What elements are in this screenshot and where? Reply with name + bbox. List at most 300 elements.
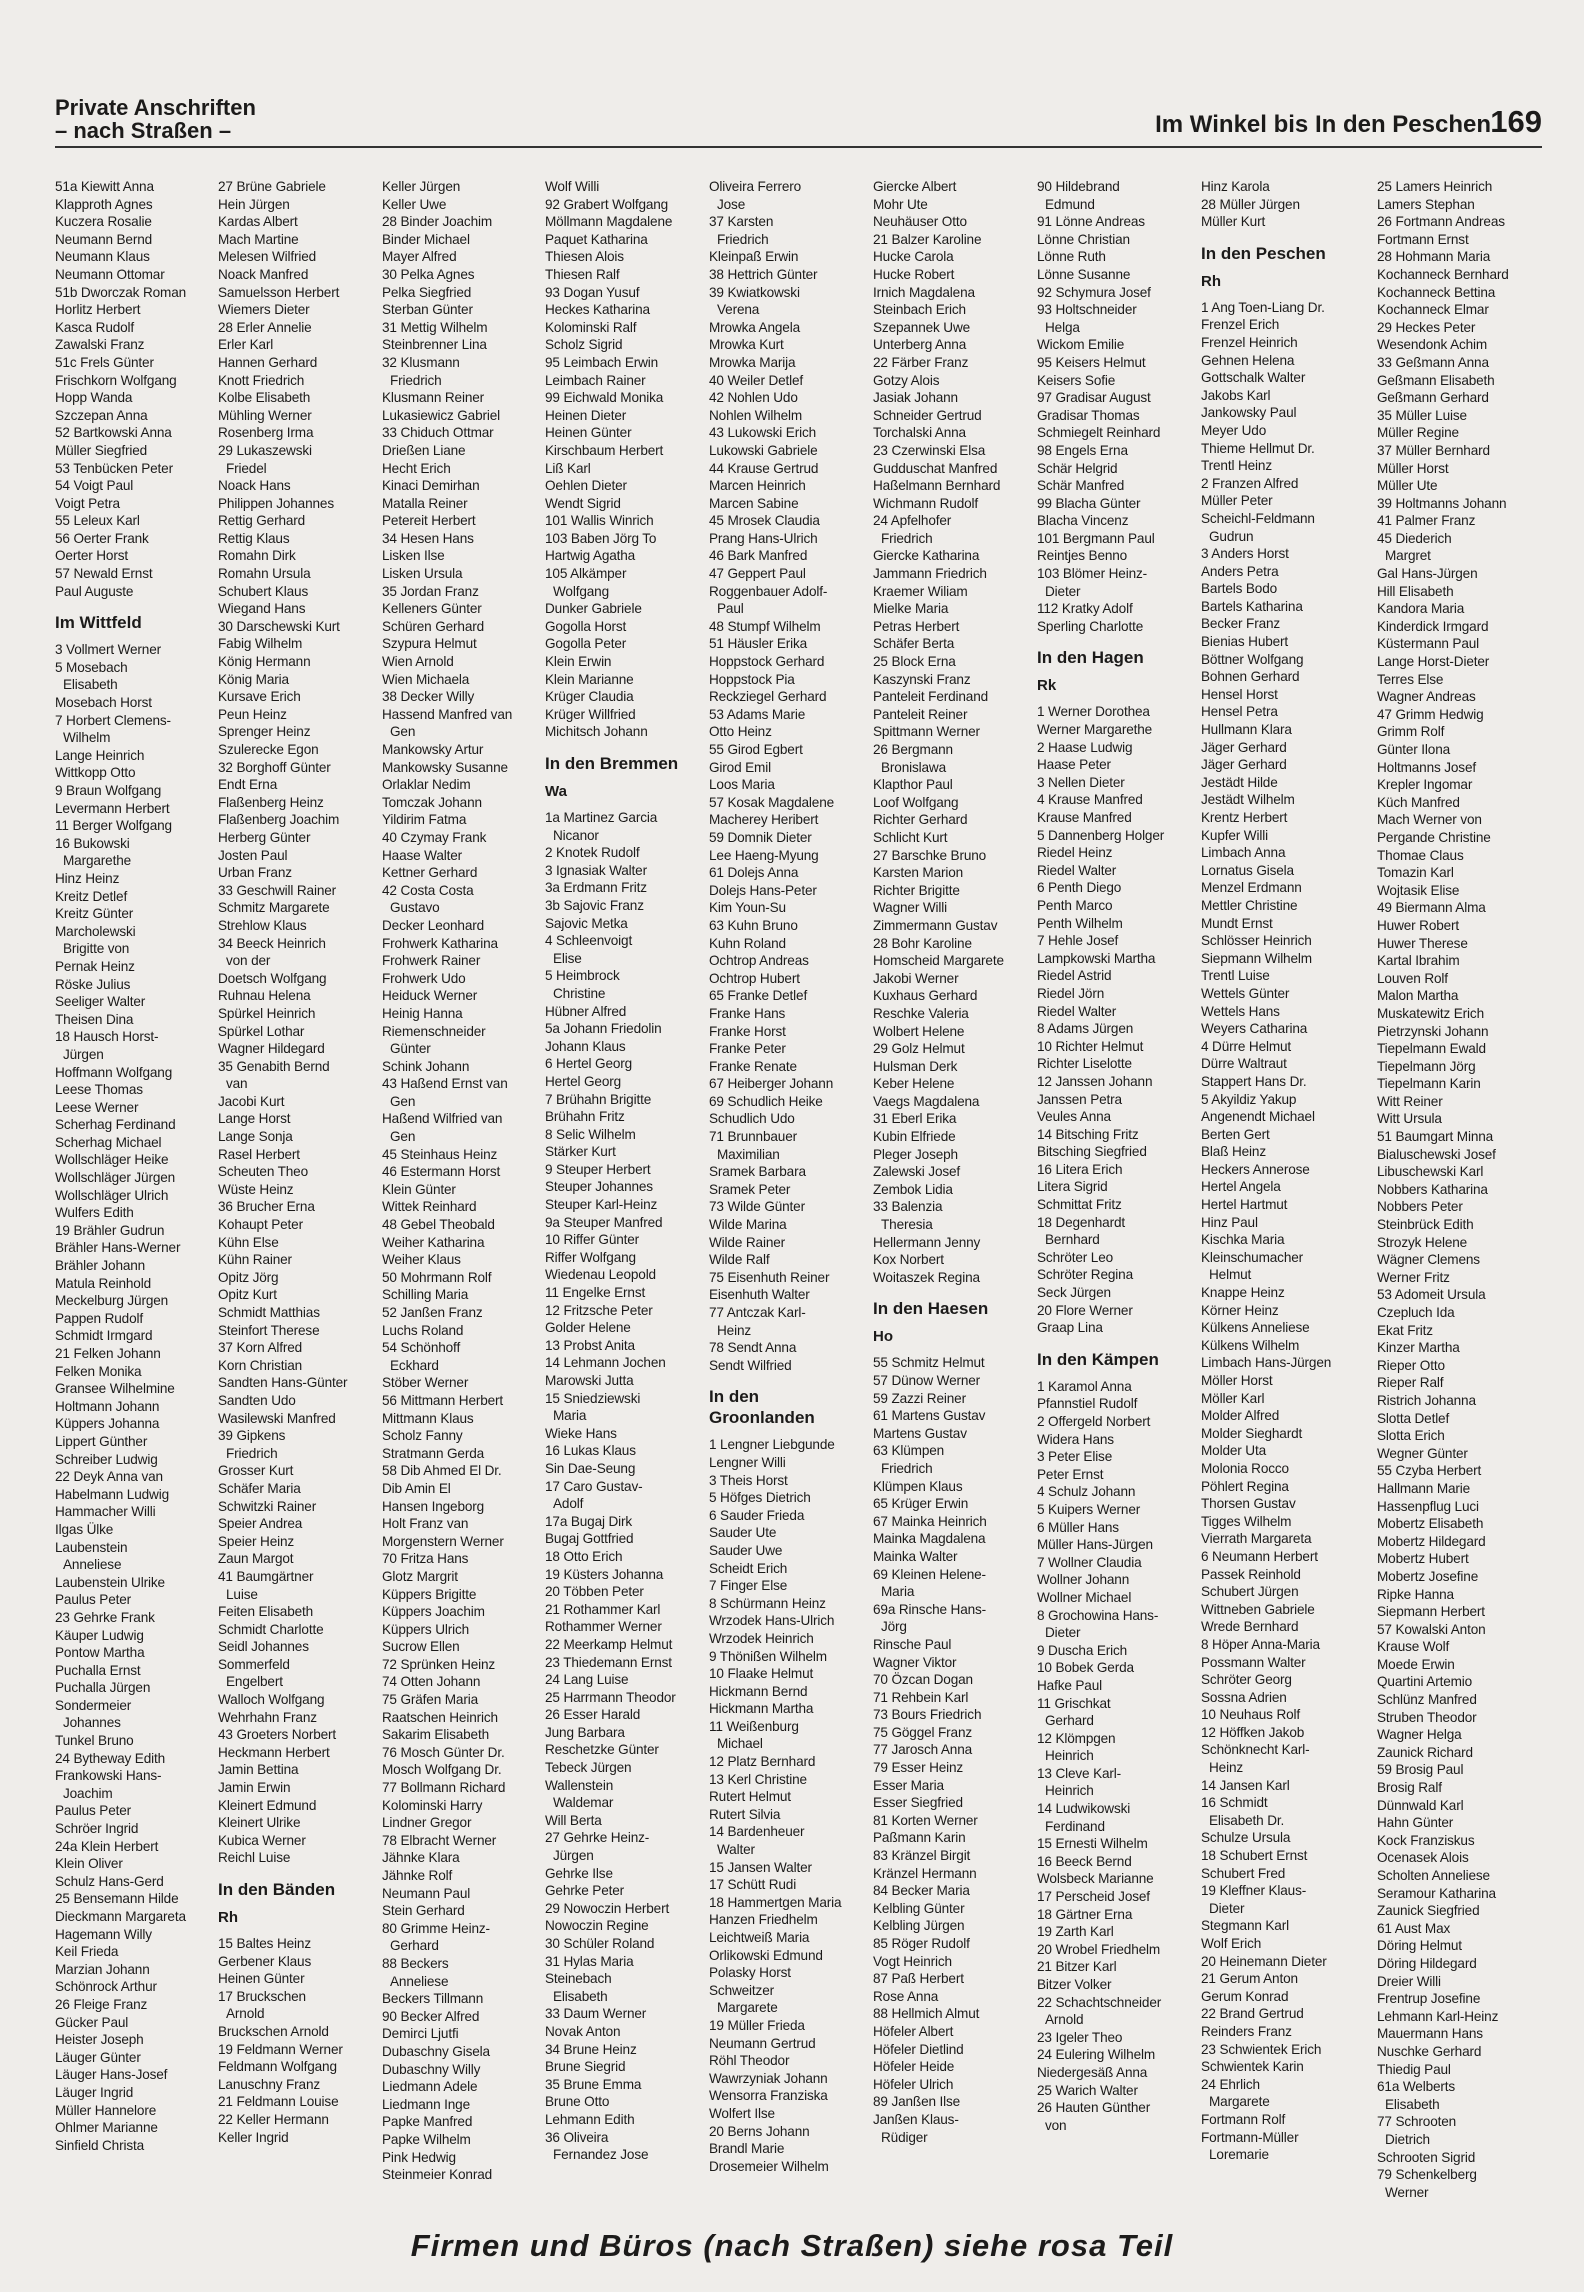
directory-entry: Heckmann Herbert: [218, 1744, 330, 1760]
directory-entry: Wagner Willi: [873, 900, 947, 916]
directory-entry: Wolf Willi: [545, 179, 600, 194]
directory-entry: 48 Gebel Theobald: [382, 1217, 495, 1233]
directory-entry: 59 Zazzi Reiner: [873, 1390, 966, 1406]
directory-entry: Neumann Gertrud: [709, 2035, 816, 2051]
directory-entry: Torchalski Anna: [873, 425, 966, 441]
directory-entry: Litera Sigrid: [1037, 1179, 1108, 1195]
directory-entry: Woitaszek Regina: [873, 1269, 980, 1285]
entry-continuation: Jürgen: [553, 1848, 594, 1864]
directory-entry: Seramour Katharina: [1377, 1885, 1496, 1901]
entry-continuation: Joachim: [63, 1785, 113, 1801]
directory-entry: 30 Schüler Roland: [545, 1936, 655, 1951]
directory-entry: Neumann Bernd: [55, 231, 153, 247]
directory-entry: Irnich Magdalena: [873, 284, 975, 300]
directory-entry: Röske Julius: [55, 976, 131, 992]
directory-entry: Weiher Klaus: [382, 1252, 461, 1268]
directory-entry: Haase Peter: [1037, 757, 1111, 773]
directory-entry: Geßmann Elisabeth: [1377, 372, 1495, 388]
directory-entry: Homscheid Margarete: [873, 953, 1004, 969]
directory-entry: 43 Haßend Ernst van: [382, 1076, 508, 1092]
directory-entry: Klein Erwin: [545, 654, 612, 670]
directory-entry: Wolf Erich: [1201, 1936, 1262, 1951]
directory-entry: Wolfert Ilse: [709, 2105, 775, 2121]
directory-entry: 52 Janßen Franz: [382, 1305, 483, 1320]
directory-entry: Vierrath Margareta: [1201, 1531, 1312, 1547]
directory-entry: Beckers Tillmann: [382, 1991, 484, 2007]
entry-continuation: Dieter: [1209, 1900, 1245, 1916]
directory-entry: Gerbener Klaus: [218, 1953, 312, 1969]
directory-entry: Pfannstiel Rudolf: [1037, 1396, 1138, 1412]
directory-entry: 17a Bugaj Dirk: [545, 1513, 633, 1529]
directory-entry: Endt Erna: [218, 777, 278, 793]
entry-continuation: Jörg: [881, 1619, 907, 1635]
directory-entry: Schlicht Kurt: [873, 829, 948, 845]
directory-entry: Wittek Reinhard: [382, 1199, 477, 1215]
directory-entry: Nuschke Gerhard: [1377, 2043, 1482, 2059]
directory-entry: Dunker Gabriele: [545, 601, 642, 617]
directory-entry: Heckes Katharina: [545, 302, 650, 318]
directory-entry: 42 Nohlen Udo: [709, 390, 798, 406]
directory-entry: Novak Anton: [545, 2023, 621, 2039]
directory-entry: Will Berta: [545, 1812, 602, 1828]
directory-entry: Gücker Paul: [55, 2014, 129, 2030]
directory-entry: Meyer Udo: [1201, 422, 1267, 438]
directory-entry: Josten Paul: [218, 847, 288, 863]
directory-entry: Wüste Heinz: [218, 1181, 294, 1197]
header-street-range: Im Winkel bis In den Peschen: [1155, 111, 1491, 138]
directory-entry: Michitsch Johann: [545, 724, 648, 740]
directory-entry: 10 Richter Helmut: [1037, 1038, 1144, 1054]
directory-entry: Steinfort Therese: [218, 1322, 320, 1338]
directory-entry: Kleinschumacher: [1201, 1249, 1304, 1265]
directory-entry: Malon Martha: [1377, 988, 1459, 1004]
directory-entry: Lange Horst: [218, 1111, 291, 1127]
directory-entry: Urban Franz: [218, 865, 292, 881]
directory-entry: Flaßenberg Heinz: [218, 794, 324, 810]
directory-entry: 75 Eisenhuth Reiner: [709, 1269, 830, 1285]
directory-entry: 15 Baltes Heinz: [218, 1936, 311, 1951]
directory-entry: 23 Thiedemann Ernst: [545, 1654, 672, 1670]
entry-continuation: Gerhard: [1045, 1713, 1094, 1729]
directory-entry: Kandora Maria: [1377, 601, 1465, 617]
directory-entry: Paquet Katharina: [545, 231, 648, 247]
directory-entry: Schröer Ingrid: [55, 1821, 139, 1837]
entry-continuation: Dietrich: [1385, 2131, 1430, 2147]
directory-entry: Kelleners Günter: [382, 601, 482, 617]
directory-entry: Hannen Gerhard: [218, 354, 318, 370]
directory-entry: 19 Feldmann Werner: [218, 2041, 343, 2057]
directory-entry: Hübner Alfred: [545, 1003, 627, 1019]
directory-entry: Mankowsky Artur: [382, 742, 484, 757]
directory-column-2: [218, 178, 376, 2178]
directory-entry: Krepler Ingomar: [1377, 777, 1473, 793]
directory-entry: 7 Finger Else: [709, 1578, 788, 1594]
directory-entry: Schüren Gerhard: [382, 618, 485, 634]
directory-entry: 4 Schleenvoigt: [545, 933, 633, 949]
directory-entry: Possmann Walter: [1201, 1654, 1306, 1670]
directory-entry: 35 Müller Luise: [1377, 407, 1467, 423]
directory-entry: Kock Franziskus: [1377, 1832, 1475, 1848]
directory-entry: Bienias Hubert: [1201, 634, 1289, 650]
directory-entry: 53 Adams Marie: [709, 706, 806, 722]
directory-entry: 63 Klümpen: [873, 1443, 945, 1459]
directory-entry: Knappe Heinz: [1201, 1285, 1285, 1301]
header-section-subtitle: – nach Straßen –: [55, 118, 232, 143]
street-heading: In den Haesen: [873, 1299, 989, 1319]
directory-entry: 37 Müller Bernhard: [1377, 442, 1490, 458]
directory-entry: Panteleit Reiner: [873, 706, 968, 722]
directory-entry: Gudduschat Manfred: [873, 460, 998, 476]
directory-entry: Wilde Marina: [709, 1217, 787, 1233]
directory-entry: 53 Adomeit Ursula: [1377, 1287, 1486, 1303]
directory-entry: 27 Gehrke Heinz-: [545, 1830, 650, 1846]
directory-entry: 2 Franzen Alfred: [1201, 475, 1299, 491]
directory-entry: Marowski Jutta: [545, 1373, 634, 1388]
directory-entry: Mankowsky Susanne: [382, 759, 508, 775]
directory-entry: Erler Karl: [218, 337, 274, 353]
directory-entry: Hahn Günter: [1377, 1815, 1454, 1831]
directory-entry: 8 Selic Wilhelm: [545, 1126, 636, 1142]
directory-entry: Wittkopp Otto: [55, 765, 136, 781]
directory-entry: Hinz Heinz: [55, 870, 120, 886]
directory-entry: Kränzel Hermann: [873, 1865, 977, 1881]
directory-entry: Hartwig Agatha: [545, 548, 636, 564]
directory-entry: 67 Heiberger Johann: [709, 1076, 834, 1092]
directory-entry: Horlitz Herbert: [55, 302, 141, 318]
directory-entry: 99 Blacha Günter: [1037, 495, 1141, 511]
directory-entry: Feiten Elisabeth: [218, 1604, 314, 1620]
directory-entry: Nobbers Peter: [1377, 1199, 1463, 1215]
directory-entry: Wickom Emilie: [1037, 337, 1125, 353]
directory-entry: 22 Deyk Anna van: [55, 1469, 163, 1485]
directory-entry: Leichtweiß Maria: [709, 1930, 810, 1945]
directory-entry: 41 Baumgärtner: [218, 1568, 314, 1584]
directory-entry: 76 Mosch Günter Dr.: [382, 1744, 505, 1760]
directory-entry: 85 Röger Rudolf: [873, 1936, 970, 1951]
directory-entry: Sandten Hans-Günter: [218, 1375, 348, 1391]
directory-entry: 3b Sajovic Franz: [545, 897, 644, 913]
entry-continuation: Elise: [553, 950, 582, 966]
directory-entry: Brähler Hans-Werner: [55, 1240, 181, 1256]
directory-entry: Läuger Hans-Josef: [55, 2067, 168, 2083]
directory-entry: Terres Else: [1377, 671, 1444, 687]
entry-continuation: Engelbert: [226, 1674, 283, 1690]
directory-entry: Tiepelmann Ewald: [1377, 1041, 1486, 1057]
directory-entry: 24 Eulering Wilhelm: [1037, 2047, 1156, 2063]
directory-entry: 73 Bours Friedrich: [873, 1707, 982, 1723]
directory-column-5: [709, 178, 867, 2178]
directory-entry: 34 Hesen Hans: [382, 530, 474, 546]
directory-entry: Lönne Christian: [1037, 231, 1130, 247]
directory-entry: 87 Paß Herbert: [873, 1971, 964, 1987]
directory-entry: 35 Jordan Franz: [382, 583, 479, 599]
directory-entry: Wulfers Edith: [55, 1205, 134, 1221]
directory-entry: Kasca Rudolf: [55, 319, 135, 335]
directory-entry: 84 Becker Maria: [873, 1883, 970, 1899]
directory-entry: 24 Ehrlich: [1201, 2076, 1260, 2092]
directory-entry: Wiegand Hans: [218, 601, 306, 617]
directory-entry: Marcholewski: [55, 923, 136, 939]
directory-entry: Riedel Heinz: [1037, 845, 1113, 861]
directory-entry: 31 Hylas Maria: [545, 1953, 634, 1969]
directory-entry: 77 Antczak Karl-: [709, 1305, 806, 1320]
directory-entry: Kartal Ibrahim: [1377, 953, 1460, 969]
directory-entry: Szulerecke Egon: [218, 742, 319, 757]
entry-continuation: Elisabeth Dr.: [1209, 1812, 1285, 1828]
directory-entry: Schär Helgrid: [1037, 460, 1118, 476]
directory-entry: 112 Kratky Adolf: [1037, 601, 1133, 617]
directory-entry: 22 Brand Gertrud: [1201, 2006, 1304, 2022]
directory-entry: Lee Haeng-Myung: [709, 847, 819, 863]
directory-entry: Frischkorn Wolfgang: [55, 372, 177, 388]
directory-entry: Sperling Charlotte: [1037, 618, 1144, 634]
directory-entry: Oliveira Ferrero: [709, 179, 802, 194]
directory-entry: 21 Balzer Karoline: [873, 231, 982, 247]
directory-entry: Wagner Helga: [1377, 1727, 1462, 1743]
directory-entry: Wollschläger Ulrich: [55, 1187, 169, 1203]
directory-entry: Küppers Johanna: [55, 1416, 160, 1432]
directory-entry: Schreiber Ludwig: [55, 1451, 158, 1467]
directory-entry: Wittneben Gabriele: [1201, 1601, 1315, 1617]
directory-entry: Krause Wolf: [1377, 1639, 1450, 1655]
directory-entry: Glotz Margrit: [382, 1568, 458, 1584]
directory-entry: Jakobi Werner: [873, 970, 959, 986]
directory-entry: Wettels Hans: [1201, 1003, 1280, 1019]
entry-continuation: Bernhard: [1045, 1232, 1100, 1248]
directory-entry: Riffer Wolfgang: [545, 1249, 636, 1265]
directory-entry: Käuper Ludwig: [55, 1627, 144, 1643]
directory-entry: Schrooten Sigrid: [1377, 2149, 1476, 2165]
directory-entry: 80 Grimme Heinz-: [382, 1920, 490, 1936]
directory-entry: Romahn Ursula: [218, 566, 311, 582]
entry-continuation: Bronislawa: [881, 759, 946, 775]
directory-entry: 75 Göggel Franz: [873, 1724, 973, 1740]
directory-entry: Müller Regine: [1377, 425, 1459, 441]
directory-entry: Sramek Barbara: [709, 1164, 806, 1180]
directory-entry: Kelbling Günter: [873, 1900, 965, 1916]
directory-entry: 40 Weiler Detlef: [709, 372, 804, 388]
directory-entry: 26 Fortmann Andreas: [1377, 214, 1505, 230]
directory-entry: Brosig Ralf: [1377, 1780, 1442, 1796]
directory-entry: 32 Klusmann: [382, 354, 460, 370]
directory-entry: König Maria: [218, 671, 289, 687]
directory-entry: 83 Kränzel Birgit: [873, 1848, 971, 1864]
directory-entry: Kuczera Rosalie: [55, 214, 152, 230]
directory-entry: Loos Maria: [709, 777, 775, 793]
directory-entry: Unterberg Anna: [873, 337, 967, 353]
entry-continuation: Gustavo: [390, 900, 440, 916]
directory-entry: 3 Ignasiak Walter: [545, 862, 647, 878]
directory-entry: Marzian Johann: [55, 1961, 150, 1977]
directory-entry: Gehnen Helena: [1201, 352, 1295, 368]
directory-entry: Esser Maria: [873, 1777, 944, 1793]
directory-entry: 61 Martens Gustav: [873, 1408, 986, 1424]
directory-entry: Siepmann Herbert: [1377, 1604, 1485, 1620]
directory-entry: Sucrow Ellen: [382, 1639, 460, 1655]
directory-entry: Walloch Wolfgang: [218, 1692, 325, 1708]
directory-entry: Libuschewski Karl: [1377, 1164, 1484, 1180]
directory-entry: Ripke Hanna: [1377, 1586, 1454, 1602]
directory-entry: Stöber Werner: [382, 1375, 469, 1391]
directory-entry: 4 Krause Manfred: [1037, 792, 1143, 808]
directory-entry: Brähler Johann: [55, 1258, 146, 1274]
directory-entry: Steinbach Erich: [873, 302, 966, 318]
directory-entry: 11 Engelke Ernst: [545, 1285, 646, 1301]
directory-entry: 29 Nowoczin Herbert: [545, 1900, 670, 1916]
directory-entry: Bialuschewski Josef: [1377, 1146, 1496, 1162]
directory-entry: Hagemann Willy: [55, 1926, 152, 1942]
directory-entry: Wawrzyniak Johann: [709, 2070, 828, 2086]
directory-entry: Steuper Johannes: [545, 1179, 653, 1195]
directory-entry: 34 Beeck Heinrich: [218, 935, 326, 951]
directory-entry: Haase Walter: [382, 847, 463, 863]
directory-entry: Reschetzke Günter: [545, 1742, 659, 1758]
directory-entry: Dünnwald Karl: [1377, 1797, 1464, 1813]
directory-entry: Wien Arnold: [382, 654, 454, 670]
directory-entry: 28 Bohr Karoline: [873, 935, 972, 951]
directory-entry: 28 Binder Joachim: [382, 214, 493, 230]
directory-entry: 6 Penth Diego: [1037, 880, 1122, 896]
directory-entry: 13 Kerl Christine: [709, 1771, 807, 1787]
directory-entry: Hoffmann Wolfgang: [55, 1064, 173, 1080]
directory-entry: Kardas Albert: [218, 214, 298, 230]
directory-entry: 61 Aust Max: [1377, 1920, 1451, 1936]
directory-entry: Schmidt Matthias: [218, 1305, 320, 1320]
directory-entry: Kleinpaß Erwin: [709, 249, 799, 265]
directory-entry: 12 Platz Bernhard: [709, 1754, 816, 1770]
directory-entry: Lisken Ilse: [382, 548, 445, 564]
directory-entry: 53 Tenbücken Peter: [55, 460, 173, 476]
directory-entry: Leese Thomas: [55, 1082, 143, 1098]
directory-entry: Lönne Ruth: [1037, 249, 1106, 265]
directory-entry: Giercke Katharina: [873, 548, 980, 564]
entry-continuation: Günter: [390, 1041, 431, 1057]
directory-entry: Schmiegelt Reinhard: [1037, 425, 1161, 441]
directory-entry: Brune Otto: [545, 2094, 610, 2110]
directory-entry: 45 Steinhaus Heinz: [382, 1146, 498, 1162]
directory-entry: Gal Hans-Jürgen: [1377, 566, 1478, 582]
directory-entry: Schmidt Charlotte: [218, 1621, 324, 1637]
directory-entry: Sin Dae-Seung: [545, 1460, 636, 1476]
directory-entry: Reckziegel Gerhard: [709, 689, 827, 705]
directory-entry: Schmittat Fritz: [1037, 1197, 1122, 1213]
directory-entry: Wiedenau Leopold: [545, 1267, 656, 1283]
directory-entry: 71 Rehbein Karl: [873, 1689, 969, 1705]
directory-entry: 19 Kleffner Klaus-: [1201, 1883, 1307, 1899]
directory-entry: Wollner Michael: [1037, 1589, 1132, 1605]
directory-entry: 29 Golz Helmut: [873, 1041, 965, 1057]
directory-entry: Kupfer Willi: [1201, 827, 1268, 843]
street-heading: In den Hagen: [1037, 648, 1144, 668]
directory-entry: Wolsbeck Marianne: [1037, 1871, 1154, 1887]
directory-entry: Heinen Dieter: [545, 407, 627, 423]
directory-entry: Mielke Maria: [873, 601, 949, 617]
directory-entry: 90 Becker Alfred: [382, 2008, 480, 2024]
directory-entry: Röhl Theodor: [709, 2053, 790, 2069]
directory-entry: 55 Czyba Herbert: [1377, 1463, 1482, 1479]
directory-entry: Limbach Hans-Jürgen: [1201, 1355, 1332, 1371]
directory-entry: 19 Zarth Karl: [1037, 1924, 1114, 1940]
directory-entry: Sandten Udo: [218, 1392, 296, 1408]
directory-entry: 25 Lamers Heinrich: [1377, 179, 1493, 194]
directory-entry: Möller Horst: [1201, 1373, 1273, 1388]
directory-entry: Franke Horst: [709, 1023, 786, 1039]
directory-entry: Siepmann Wilhelm: [1201, 950, 1312, 966]
directory-entry: Laubenstein Ulrike: [55, 1574, 165, 1590]
directory-entry: Schubert Fred: [1201, 1865, 1286, 1881]
directory-entry: Holtmanns Josef: [1377, 759, 1476, 775]
directory-entry: Scheichl-Feldmann: [1201, 510, 1315, 526]
directory-entry: 41 Palmer Franz: [1377, 513, 1476, 529]
directory-entry: Pappen Rudolf: [55, 1310, 143, 1326]
directory-entry: Lukasiewicz Gabriel: [382, 407, 501, 423]
header-section-title: Private Anschriften: [55, 95, 256, 120]
directory-entry: Angenendt Michael: [1201, 1109, 1315, 1125]
directory-entry: 5 Kuipers Werner: [1037, 1501, 1141, 1517]
directory-entry: Loof Wolfgang: [873, 794, 959, 810]
directory-entry: Döring Helmut: [1377, 1938, 1462, 1954]
directory-entry: Läuger Günter: [55, 2049, 141, 2065]
directory-entry: Hassenpflug Luci: [1377, 1498, 1479, 1514]
directory-entry: Lange Horst-Dieter: [1377, 654, 1490, 670]
directory-entry: Jähnke Rolf: [382, 1868, 453, 1883]
directory-entry: Dubaschny Gisela: [382, 2043, 490, 2059]
directory-columns: [55, 178, 1542, 2200]
directory-entry: Neumann Klaus: [55, 249, 150, 265]
directory-entry: Weyers Catharina: [1201, 1021, 1308, 1037]
directory-entry: 3 Anders Horst: [1201, 546, 1289, 562]
directory-entry: Schönrock Arthur: [55, 1979, 157, 1995]
directory-entry: 26 Hauten Günther: [1037, 2100, 1151, 2116]
directory-entry: Jakobs Karl: [1201, 387, 1271, 403]
directory-entry: 22 Meerkamp Helmut: [545, 1636, 673, 1652]
directory-entry: Zawalski Franz: [55, 337, 145, 353]
directory-entry: Bartels Bodo: [1201, 581, 1278, 597]
directory-entry: Petras Herbert: [873, 618, 960, 634]
directory-entry: 24 Bytheway Edith: [55, 1750, 166, 1766]
directory-entry: Zaunick Richard: [1377, 1744, 1473, 1760]
directory-entry: 30 Pelka Agnes: [382, 266, 475, 282]
directory-entry: Kursave Erich: [218, 689, 301, 705]
directory-entry: 51a Kiewitt Anna: [55, 179, 154, 194]
directory-entry: Gogolla Peter: [545, 636, 627, 652]
directory-entry: Müller Kurt: [1201, 214, 1266, 230]
directory-entry: Stegmann Karl: [1201, 1918, 1289, 1934]
directory-entry: Polasky Horst: [709, 1965, 791, 1981]
directory-entry: Höfeler Dietlind: [873, 2041, 964, 2057]
entry-continuation: Elisabeth: [1385, 2096, 1440, 2112]
directory-entry: Schröter Regina: [1037, 1267, 1133, 1283]
directory-entry: 29 Heckes Peter: [1377, 319, 1476, 335]
directory-entry: 88 Hellmich Almut: [873, 2006, 980, 2022]
directory-entry: Frentrup Josefine: [1377, 1991, 1481, 2007]
entry-continuation: Elisabeth: [553, 1988, 608, 2004]
directory-entry: 54 Voigt Paul: [55, 478, 134, 494]
directory-entry: Mauermann Hans: [1377, 2026, 1483, 2042]
directory-entry: Veules Anna: [1037, 1109, 1111, 1125]
directory-entry: 10 Riffer Günter: [545, 1232, 640, 1248]
directory-entry: 22 Färber Franz: [873, 354, 969, 370]
directory-entry: Müller Ute: [1377, 478, 1438, 494]
directory-entry: Fortmann Rolf: [1201, 2111, 1286, 2127]
directory-entry: 2 Knotek Rudolf: [545, 845, 640, 861]
entry-continuation: Eckhard: [390, 1357, 439, 1373]
directory-entry: Pleger Joseph: [873, 1146, 958, 1162]
directory-entry: Möllmann Magdalene: [545, 214, 673, 230]
directory-entry: 18 Gärtner Erna: [1037, 1906, 1133, 1922]
directory-entry: Wagner Hildegard: [218, 1041, 325, 1057]
directory-entry: Witt Reiner: [1377, 1093, 1443, 1109]
